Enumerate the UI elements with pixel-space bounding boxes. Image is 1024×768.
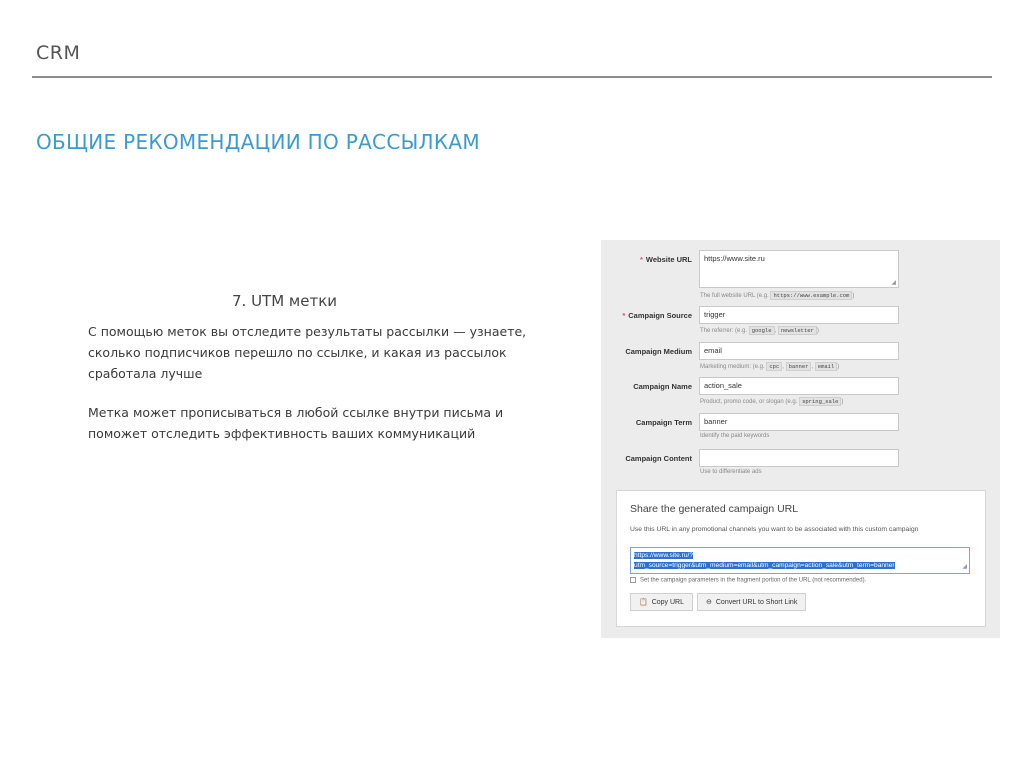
field-hint: Use to differentiate ads <box>700 469 762 475</box>
copy-url-button[interactable]: 📋 Copy URL <box>630 593 693 611</box>
lesson-paragraph: С помощью меток вы отследите результаты рассылки — узнаете, сколько подписчиков перешло по ссылке, и какая из рассылок сработала лучше <box>88 324 527 381</box>
required-mark: * <box>622 311 626 320</box>
field-hint: Product, promo code, or slogan (e.g. spring_sale ) <box>700 398 844 405</box>
campaign-term-input[interactable]: banner <box>699 413 899 431</box>
campaign-source-input[interactable]: trigger <box>699 306 899 324</box>
field-label: * Website URL <box>639 255 692 264</box>
short-link-button[interactable]: ⊖ Convert URL to Short Link <box>697 593 806 611</box>
campaign-name-input[interactable]: action_sale <box>699 377 899 395</box>
code-sample: banner <box>786 362 812 371</box>
field-label: Campaign Content <box>625 454 692 463</box>
code-sample: https://www.example.com <box>770 291 852 300</box>
required-mark: * <box>639 255 643 264</box>
brand-label: CRM <box>36 42 81 64</box>
generated-url-textarea[interactable] <box>630 547 970 574</box>
lesson-paragraph: Метка может прописываться в любой ссылке внутри письма и поможет отследить эффективность ваших коммуникаций <box>88 405 504 441</box>
code-sample: google <box>749 326 775 335</box>
field-label: Campaign Name <box>633 382 692 391</box>
campaign-url-builder <box>601 240 1000 638</box>
url-line: utm_source=trigger&utm_medium=email&utm_campaign=action_sale&utm_term=banner <box>634 562 895 569</box>
resize-handle-icon[interactable]: ◢ <box>891 280 896 286</box>
lesson-heading: 7. UTM метки <box>232 292 338 310</box>
code-sample: spring_sale <box>799 397 841 406</box>
website-url-input[interactable]: https://www.site.ru ◢ <box>699 250 899 288</box>
link-icon: ⊖ <box>706 599 712 606</box>
fragment-option <box>630 577 866 584</box>
share-title: Share the generated campaign URL <box>630 503 799 515</box>
field-label: Campaign Medium <box>625 347 692 356</box>
field-label: * Campaign Source <box>622 311 692 320</box>
clipboard-icon: 📋 <box>639 599 648 606</box>
code-sample: email <box>815 362 838 371</box>
campaign-content-input[interactable] <box>699 449 899 467</box>
campaign-medium-input[interactable]: email <box>699 342 899 360</box>
field-hint: Identify the paid keywords <box>700 433 770 439</box>
slide-title: ОБЩИЕ РЕКОМЕНДАЦИИ ПО РАССЫЛКАМ <box>36 130 480 154</box>
fragment-checkbox[interactable] <box>630 577 636 583</box>
field-hint: The full website URL (e.g. https://www.example.com ) <box>700 292 855 299</box>
resize-handle-icon[interactable]: ◢ <box>962 564 967 570</box>
code-sample: newsletter <box>778 326 817 335</box>
field-hint: Marketing medium: (e.g. cpc , banner , email ) <box>700 363 840 370</box>
share-panel <box>616 490 986 627</box>
field-hint: The referrer: (e.g. google , newsletter ) <box>700 327 819 334</box>
checkbox-label: Set the campaign parameters in the fragment portion of the URL (not recommended). <box>640 577 867 584</box>
share-description: Use this URL in any promotional channels you want to be associated with this custom campaign <box>630 526 919 533</box>
url-line: https://www.site.ru/? <box>634 552 693 559</box>
code-sample: cpc <box>766 362 782 371</box>
field-label: Campaign Term <box>635 418 692 427</box>
header-divider <box>32 76 992 78</box>
